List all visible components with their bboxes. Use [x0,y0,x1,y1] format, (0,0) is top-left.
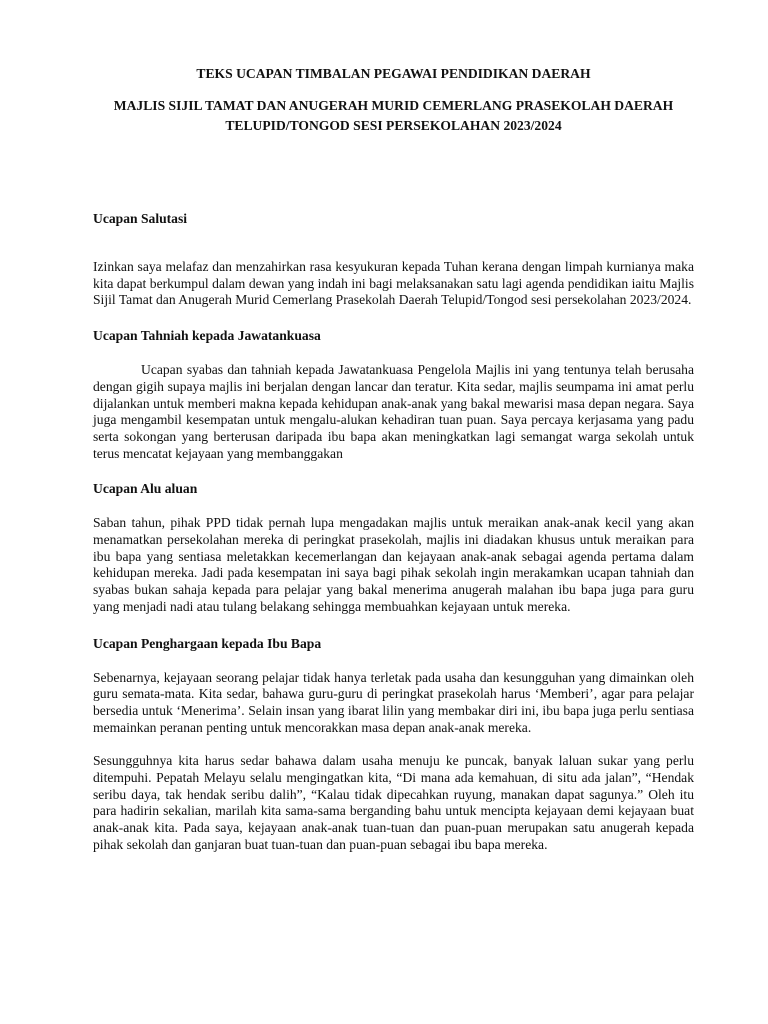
document-page [93,64,694,854]
section-heading-salutasi: Ucapan Salutasi [93,211,188,226]
document-subtitle: MAJLIS SIJIL TAMAT DAN ANUGERAH MURID CEMERLANG PRASEKOLAH DAERAH TELUPID/TONGOD SESI PERSEKOLAHAN 2023/2024 [113,98,674,133]
paragraph-ibu-bapa-1: Sebenarnya, kejayaan seorang pelajar tidak hanya terletak pada usaha dan kesungguhan yang dimainkan oleh guru semata-mata. Kita sedar, bahawa guru-guru di peringkat prasekolah harus ‘Memberi’, agar para pelajar bersedia untuk ‘Menerima’. Selain insan yang ibarat lilin yang membakar diri ini, ibu bapa juga perlu sentiasa memainkan peranan penting untuk mencorakkan masa depan anak-anak mereka. [93,669,694,735]
section-heading-alu-aluan: Ucapan Alu aluan [93,481,198,497]
paragraph-ibu-bapa-2: Sesungguhnya kita harus sedar bahawa dalam usaha menuju ke puncak, banyak laluan sukar yang perlu ditempuhi. Pepatah Melayu selalu mengingatkan kita, “Di mana ada kemahuan, di situ ada jalan”, “Hendak seribu daya, tak hendak seribu dalih”, “Kalau tidak dipecahkan ruyung, manakan dapat sagunya.” Oleh itu para hadirin sekalian, marilah kita sama-sama berganding bahu untuk mencipta kejayaan demi kejayaan buat anak-anak kita. Pada saya, kejayaan anak-anak tuan-tuan dan puan-puan merupakan satu anugerah kepada pihak sekolah dan ganjaran buat tuan-tuan dan puan-puan sebagai ibu bapa mereka. [93,753,694,852]
section-heading-ibu-bapa: Ucapan Penghargaan kepada Ibu Bapa [93,635,322,651]
paragraph-alu-aluan: Saban tahun, pihak PPD tidak pernah lupa mengadakan majlis untuk meraikan anak-anak kecil yang akan menamatkan persekolahan mereka di peringkat prasekolah, majlis ini diadakan khusus untuk meraikan para ibu bapa yang sentiasa meletakkan kecemerlangan dan kejayaan anak-anak sebagai agenda pertama dalam kehidupan mereka. Jadi pada kesempatan ini saya bagi pihak sekolah ingin merakamkan ucapan tahniah dan syabas bukan sahaja kepada para pelajar yang bakal menerima anugerah malahan ibu bapa juga para guru yang menjadi nadi atau tulang belakang sehingga membuahkan kejayaan untuk mereka. [93,515,694,614]
paragraph-salutasi: Izinkan saya melafaz dan menzahirkan rasa kesyukuran kepada Tuhan kerana dengan limpah kurnianya maka kita dapat berkumpul dalam dewan yang indah ini bagi melaksanakan satu lagi agenda pendidikan iaitu Majlis Sijil Tamat dan Anugerah Murid Cemerlang Prasekolah Daerah Telupid/Tongod sesi persekolahan 2023/2024. [93,259,694,308]
document-title: TEKS UCAPAN TIMBALAN PEGAWAI PENDIDIKAN DAERAH [196,66,591,81]
paragraph-tahniah: Ucapan syabas dan tahniah kepada Jawatankuasa Pengelola Majlis ini yang tentunya telah berusaha dengan gigih supaya majlis ini berjalan dengan lancar dan teratur. Kita sedar, majlis seumpama ini amat perlu dijalankan untuk memberi makna kepada kehidupan anak-anak yang bakal mewarisi masa depan negara. Saya juga mengambil kesempatan untuk mengalu-alukan kehadiran tuan puan. Saya percaya kerjasama yang padu serta sokongan yang berterusan daripada ibu bapa akan meningkatkan lagi semangat warga sekolah untuk terus mencatat kejayaan yang membanggakan [93,362,694,461]
section-heading-tahniah: Ucapan Tahniah kepada Jawatankuasa [93,328,321,344]
